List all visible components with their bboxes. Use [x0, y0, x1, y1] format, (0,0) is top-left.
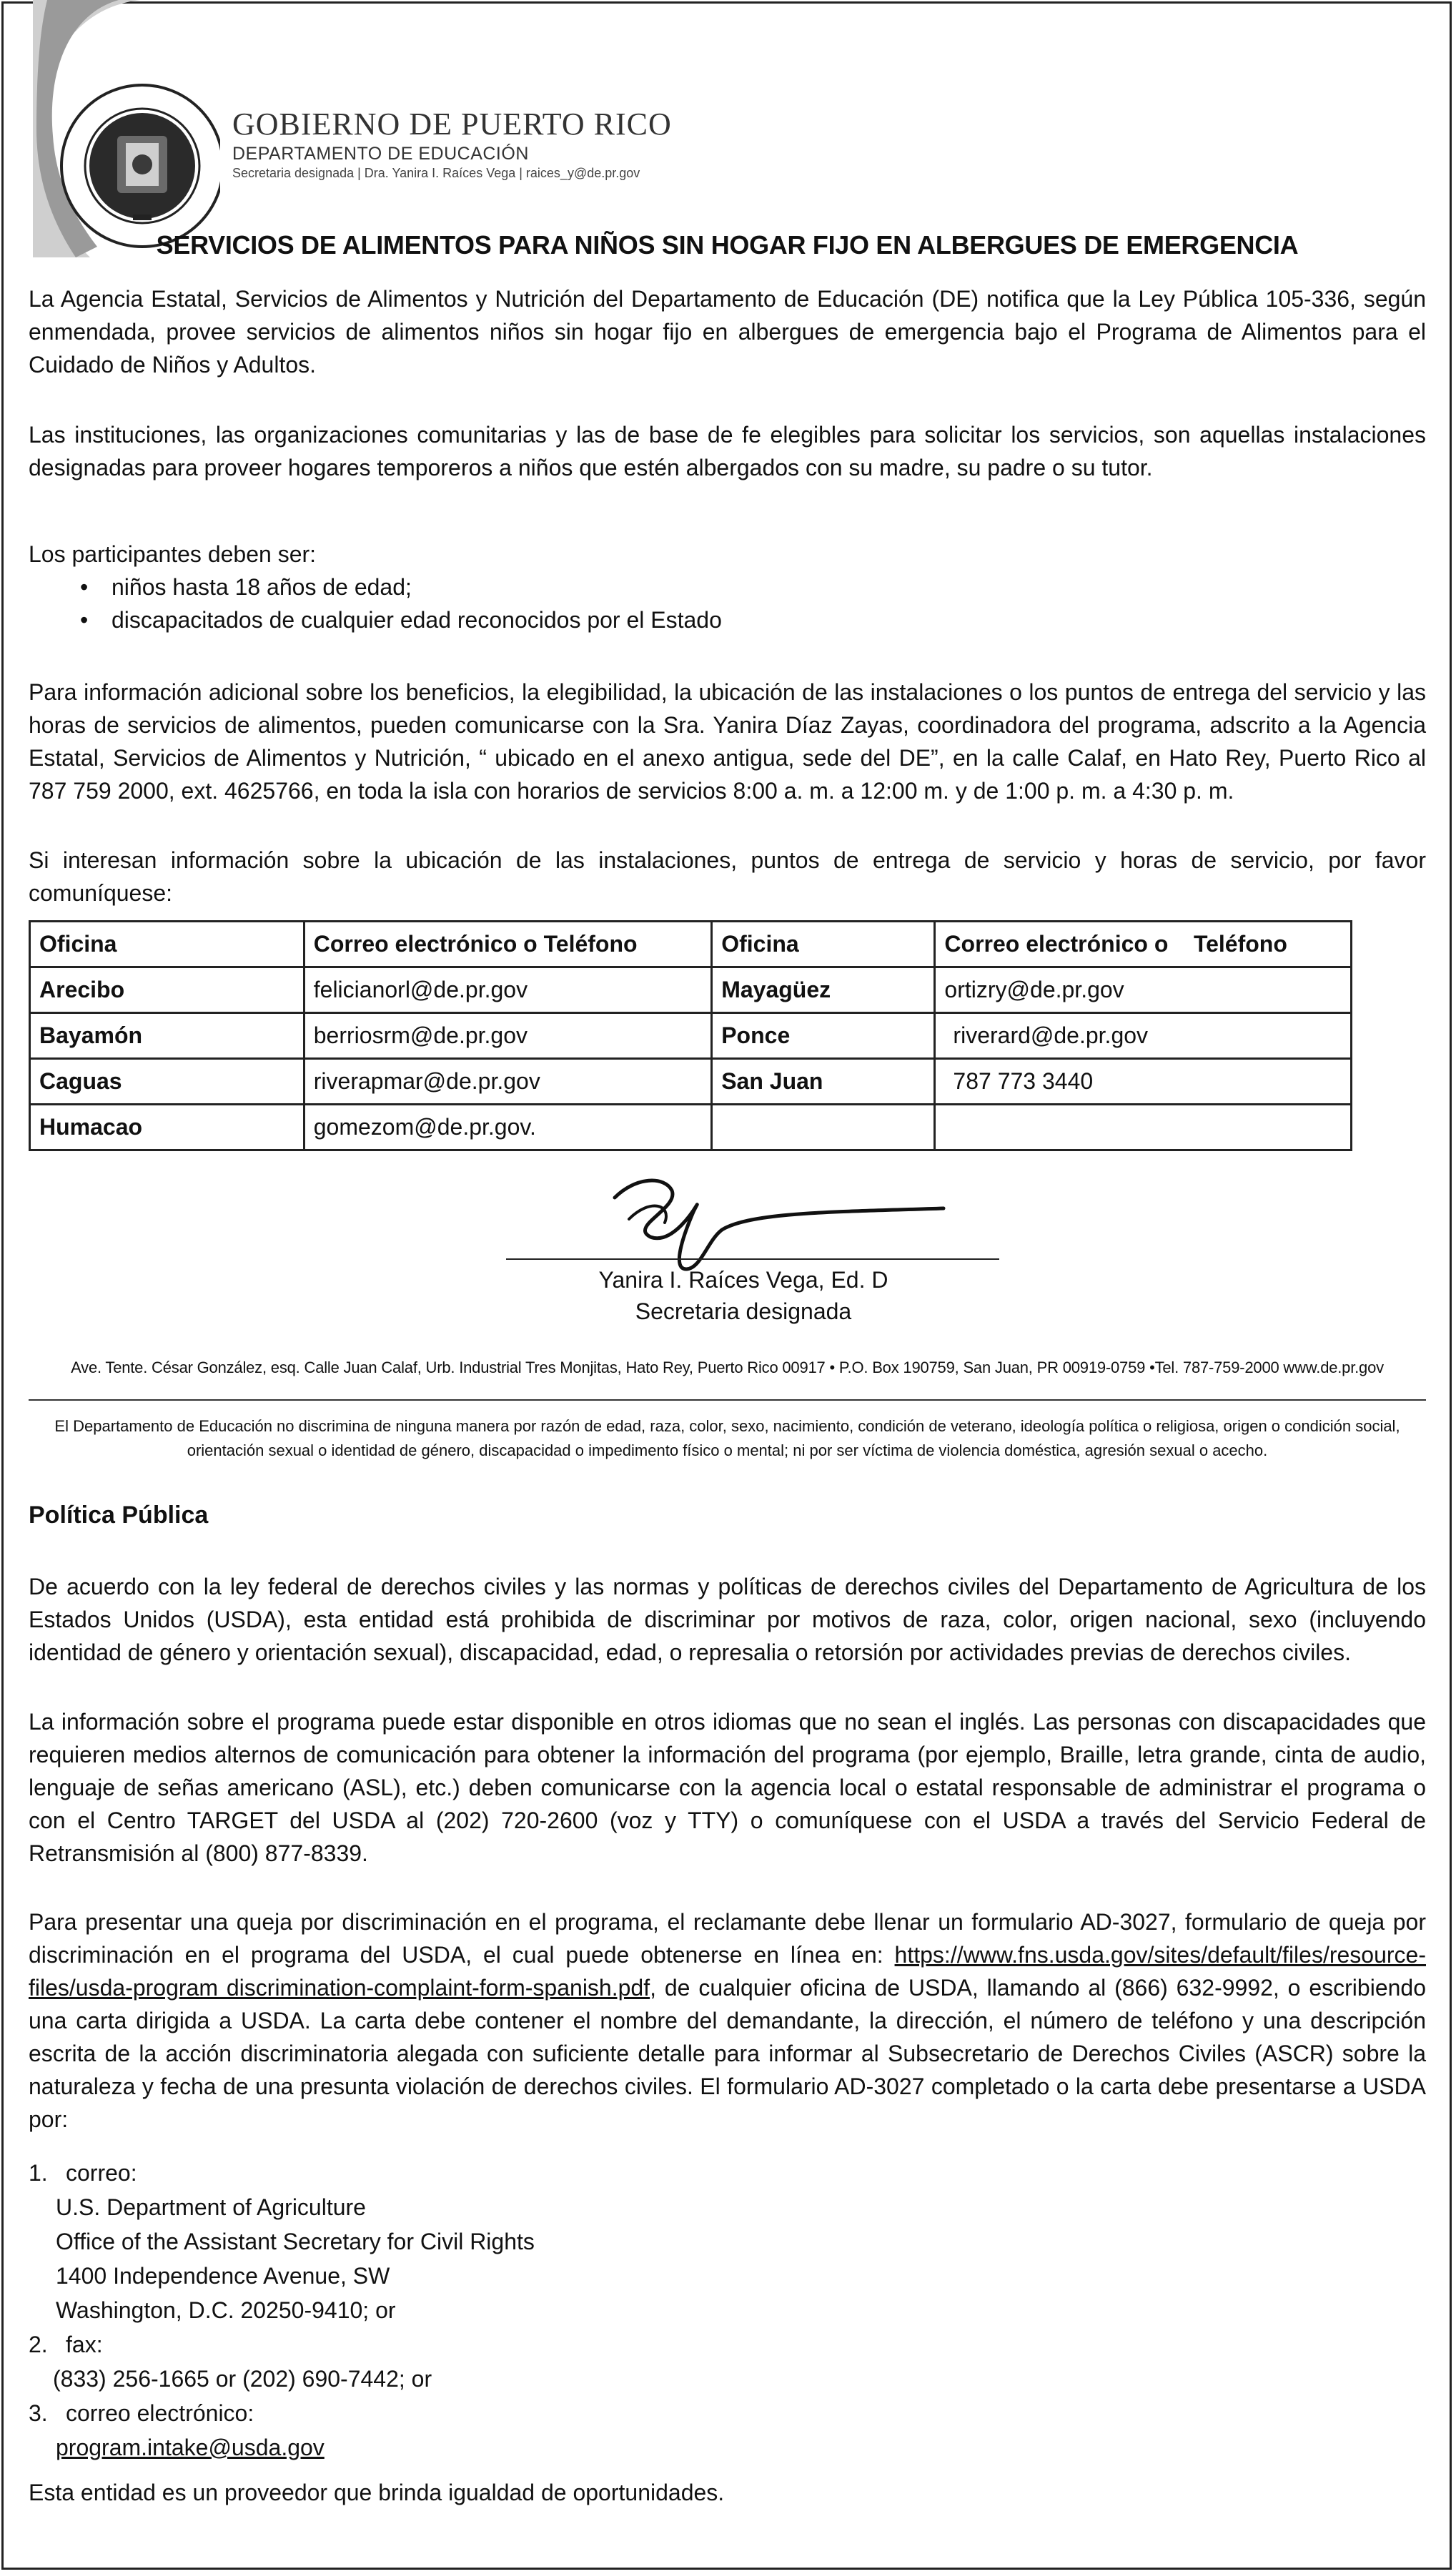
- list-item: • discapacitados de cualquier edad reconocidos por el Estado: [29, 603, 1426, 636]
- table-row: [30, 1105, 1352, 1150]
- office-name: Caguas: [30, 1059, 304, 1105]
- office-contact: berriosrm@de.pr.gov: [304, 1013, 711, 1059]
- office-name: Arecibo: [30, 967, 304, 1013]
- nondiscrimination-notice: El Departamento de Educación no discrimina de ninguna manera por razón de edad, raza, color, sexo, nacimiento, condición de veterano, ideología política o religiosa, origen o condición social, orientación sexual o identidad de género, discapacidad o impedimento físico o mental; ni por ser víctima de violencia doméstica, agresión sexual o acecho.: [54, 1417, 1400, 1459]
- list-item: 1. correo:: [29, 2160, 137, 2186]
- list-item: • niños hasta 18 años de edad;: [29, 571, 1426, 603]
- policy-paragraph-complaint: Para presentar una queja por discriminación en el programa, el reclamante debe llenar un formulario AD-3027, formulario de queja por discriminación en el programa del USDA, el cual puede obtenerse en línea en: https://www.fns.usda.gov/sites/default/files/resource-files/usda-program discrimination-complaint-form-spanish.pdf, de cualquier oficina de USDA, llamando al (866) 632-9992, o escribiendo una carta dirigida a USDA. La carta debe contener el nombre del demandante, la dirección, el número de teléfono y una descripción escrita de la acción discriminatoria alegada con suficiente detalle para informar al Subsecretario de Derechos Civiles (ASCR) sobre la naturaleza y fecha de una presunta violación de derechos civiles. El formulario AD-3027 completado o la carta debe presentarse a USDA por:: [29, 1909, 1426, 2132]
- puerto-rico-seal-logo: [33, 0, 220, 257]
- office-contact: gomezom@de.pr.gov.: [304, 1105, 711, 1150]
- table-row: [30, 1013, 1352, 1059]
- policy-paragraph-languages: La información sobre el programa puede estar disponible en otros idiomas que no sean el inglés. Las personas con discapacidades que requieren medios alternos de comunicación para obtener la información del programa (por ejemplo, Braille, letra grande, cinta de audio, lenguaje de señas americano (ASL), etc.) deben comunicarse con la agencia local o estatal responsable de administrar el programa o con el Centro TARGET del USDA al (202) 720-2600 (voz y TTY) o comuníquese con el USDA a través del Servicio Federal de Retransmisión al (800) 877-8339.: [29, 1709, 1426, 1866]
- department-title: DEPARTAMENTO DE EDUCACIÓN: [232, 144, 529, 164]
- email-link[interactable]: program.intake@usda.gov: [56, 2435, 325, 2460]
- signature-block: [479, 1158, 1008, 1337]
- office-contact: felicianorl@de.pr.gov: [304, 967, 711, 1013]
- list-item: 2. fax:: [29, 2332, 103, 2357]
- participants-block: [29, 538, 1426, 636]
- column-header: Oficina: [712, 922, 935, 967]
- header: [232, 106, 672, 182]
- office-name: Bayamón: [30, 1013, 304, 1059]
- bullet-icon: •: [80, 607, 89, 633]
- secretary-line: Secretaria designada | Dra. Yanira I. Raíces Vega | raices_y@de.pr.gov: [232, 166, 640, 180]
- office-name: San Juan: [712, 1059, 935, 1105]
- paragraph-contact: Para información adicional sobre los beneficios, la elegibilidad, la ubicación de las instalaciones o los puntos de entrega del servicio y las horas de servicios de alimentos, pueden comunicarse con la Sra. Yanira Díaz Zayas, coordinadora del programa, adscrito a la Agencia Estatal, Servicios de Alimentos y Nutrición, “ ubicado en el anexo antigua, sede del DE”, en la calle Calaf, en Hato Rey, Puerto Rico al 787 759 2000, ext. 4625766, en toda la isla con horarios de servicios 8:00 a. m. a 12:00 m. y de 1:00 p. m. a 4:30 p. m.: [29, 679, 1426, 804]
- paragraph-institutions: Las instituciones, las organizaciones comunitarias y las de base de fe elegibles para solicitar los servicios, son aquellas instalaciones designadas para proveer hogares temporeros a niños que estén albergados con su madre, su padre o su tutor.: [29, 422, 1426, 480]
- bullet-icon: •: [80, 574, 89, 600]
- handwritten-signature: [586, 1169, 958, 1276]
- office-name: Mayagüez: [712, 967, 935, 1013]
- document-title: SERVICIOS DE ALIMENTOS PARA NIÑOS SIN HOGAR FIJO EN ALBERGUES DE EMERGENCIA: [156, 230, 1299, 260]
- office-contact: riverapmar@de.pr.gov: [304, 1059, 711, 1105]
- column-header: Oficina: [30, 922, 304, 967]
- mail-address-line: Washington, D.C. 20250-9410; or: [56, 2297, 396, 2323]
- submission-methods-list: [29, 2156, 535, 2465]
- signer-role: Secretaria designada: [635, 1298, 852, 1324]
- paragraph-locations: Si interesan información sobre la ubicación de las instalaciones, puntos de entrega de servicio y horas de servicio, por favor comuníquese:: [29, 847, 1426, 906]
- participants-intro: Los participantes deben ser:: [29, 541, 317, 567]
- divider: [29, 1399, 1426, 1401]
- fax-numbers: (833) 256-1665 or (202) 690-7442; or: [53, 2366, 432, 2392]
- table-row: [30, 1059, 1352, 1105]
- signature-line: [506, 1258, 999, 1260]
- offices-table: [29, 920, 1352, 1151]
- office-contact: 787 773 3440: [935, 1059, 1352, 1105]
- mail-address-line: Office of the Assistant Secretary for Civil Rights: [56, 2229, 535, 2254]
- complaint-form-link[interactable]: https://www.fns.usda.gov/sites/default/files/resource-files/usda-program discrimination-complaint-form-spanish.pdf: [29, 1942, 1426, 2001]
- mail-address-line: 1400 Independence Avenue, SW: [56, 2263, 390, 2289]
- list-item: 3. correo electrónico:: [29, 2400, 254, 2426]
- closing-statement: Esta entidad es un proveedor que brinda igualdad de oportunidades.: [29, 2480, 725, 2505]
- column-header: Correo electrónico o Teléfono: [304, 922, 711, 967]
- policy-heading: Política Pública: [29, 1502, 209, 1529]
- signer-block: [479, 1264, 1008, 1327]
- office-contact: riverard@de.pr.gov: [935, 1013, 1352, 1059]
- table-row: [30, 967, 1352, 1013]
- paragraph-intro: La Agencia Estatal, Servicios de Alimentos y Nutrición del Departamento de Educación (DE) notifica que la Ley Pública 105-336, según enmendada, provee servicios de alimentos niños sin hogar fijo en albergues de emergencia bajo el Programa de Alimentos para el Cuidado de Niños y Adultos.: [29, 286, 1426, 378]
- signer-name: Yanira I. Raíces Vega, Ed. D: [598, 1267, 888, 1293]
- office-name: Ponce: [712, 1013, 935, 1059]
- table-header-row: [30, 922, 1352, 967]
- mail-address-line: U.S. Department of Agriculture: [56, 2194, 366, 2220]
- office-contact: ortizry@de.pr.gov: [935, 967, 1352, 1013]
- footer-address: Ave. Tente. César González, esq. Calle Juan Calaf, Urb. Industrial Tres Monjitas, Hato Rey, Puerto Rico 00917 • P.O. Box 190759, San Juan, PR 00919-0759 •Tel. 787-759-2000 www.de.pr.gov: [71, 1358, 1384, 1376]
- column-header: Correo electrónico o Teléfono: [935, 922, 1352, 967]
- government-title: GOBIERNO DE PUERTO RICO: [232, 107, 672, 142]
- policy-paragraph-civil-rights: De acuerdo con la ley federal de derechos civiles y las normas y políticas de derechos civiles del Departamento de Agricultura de los Estados Unidos (USDA), esta entidad está prohibida de discriminar por motivos de raza, color, origen nacional, sexo (incluyendo identidad de género y orientación sexual), discapacidad, edad, o represalia o retorsión por actividades previas de derechos civiles.: [29, 1574, 1426, 1665]
- office-name: [712, 1105, 935, 1150]
- office-name: Humacao: [30, 1105, 304, 1150]
- office-contact: [935, 1105, 1352, 1150]
